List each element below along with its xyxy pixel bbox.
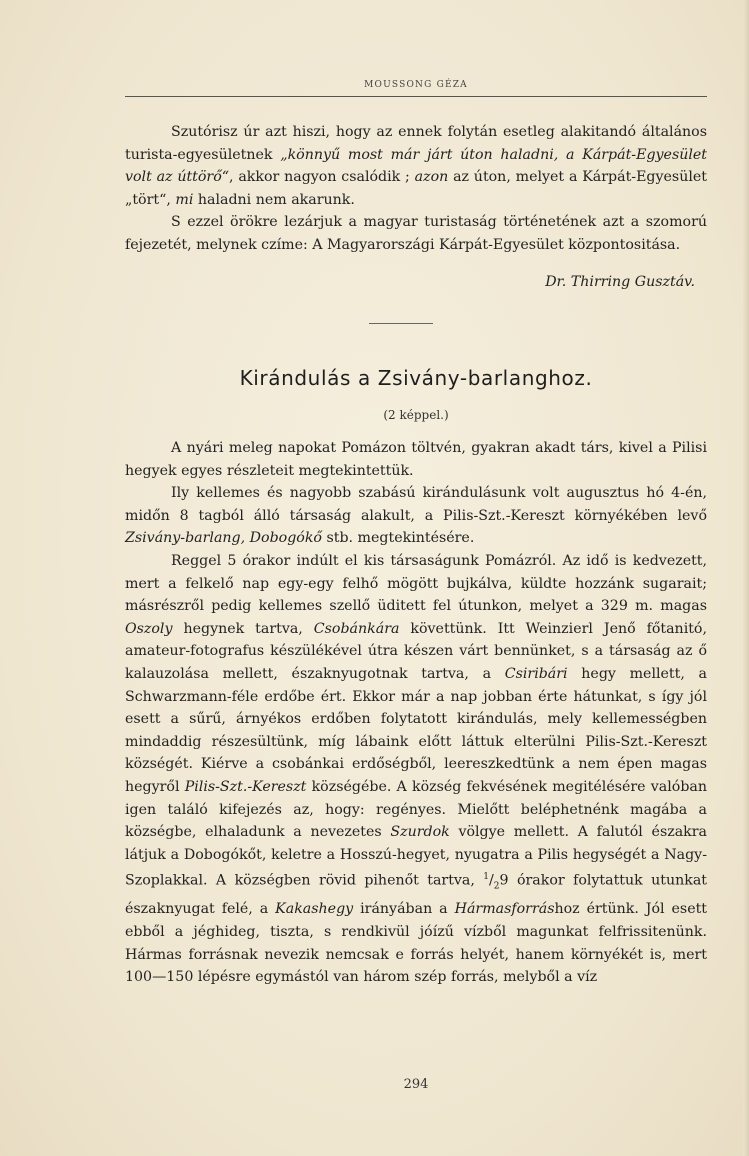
article-title: Kirándulás a Zsivány-barlanghoz. [239, 366, 593, 390]
article-body [125, 437, 707, 989]
article-subtitle: (2 képpel.) [383, 408, 449, 422]
paragraph: Ily kellemes és nagyobb szabású kirándulásunk volt augusztus hó 4-én, midőn 8 tagból álló társaság alakult, a Pilis-Szt.-Kereszt környékében levő Zsivány-barlang, Dobogókő stb. megtekintésére. [125, 485, 707, 547]
paragraph: S ezzel örökre lezárjuk a magyar turistaság történetének azt a szomorú fejezetét, melynek czíme: A Magyarországi Kárpát-Egyesület központositása. [125, 214, 707, 253]
paragraph: Reggel 5 órakor indúlt el kis társaságunk Pomázról. Az idő is kedvezett, mert a felkelő nap egy-egy felhő mögött bujkálva, küldte hozzánk sugarait; másrészről pedig kellemes szellő üditett fel útunkon, melyet a 329 m. magas Oszoly hegynek tartva, Csobánkára követtünk. Itt Weinzierl Jenő főtanitó, amateur-fotografus készülékével útra készen várt bennünket, s a társaság az ő kalauzolása mellett, északnyugotnak tartva, a Csiribári hegy mellett, a Schwarzmann-féle erdőbe ért. Ekkor már a nap jobban érte hátunkat, s így jól esett a sűrű, árnyékos erdőben folytatott kirándulás, mely kellemességben mindaddig részesültünk, míg lábaink előtt láttuk elterülni Pilis-Szt.-Kereszt községét. Kiérve a csobánkai erdőségből, leereszkedtünk a nem épen magas hegyről Pilis-Szt.-Kereszt községébe. A község fekvésének megitélésére valóban igen találó kifejezés az, hogy: regényes. Mielőtt beléphetnénk magába a községbe, elhaladunk a nevezetes Szurdok völgye mellett. A falutól északra látjuk a Dobogókőt, keletre a Hosszú-hegyet, nyugatra a Pilis hegységét a Nagy-Szoplakkal. A községben rövid pihenőt tartva, $^1/_29$ órakor folytattuk utunkat északnyugat felé, a Kakashegy irányában a Hármasforráshoz értünk. Jól esett ebből a jéghideg, tiszta, s rendkivül jóízű vízből magunkat felfrissitenünk. Hármas forrásnak nevezik nemcsak e forrás helyét, hanem környékét is, mert 100—150 lépésre egymástól van három szép forrás, melyből a víz [125, 552, 707, 986]
section-divider [369, 323, 433, 324]
paragraph: Szutórisz úr azt hiszi, hogy az ennek folytán esetleg alakitandó általános turista-egyesületnek „könnyű most már járt úton haladni, a Kárpát-Egyesület volt az úttörő“, akkor nagyon csalódik ; azon az úton, melyet a Kárpát-Egyesület „tört“, mi haladni nem akarunk. [125, 124, 707, 208]
signature: Dr. Thirring Gusztáv. [545, 274, 695, 290]
header-rule [125, 96, 707, 97]
running-head: MOUSSONG GÉZA [364, 80, 468, 90]
paragraph: A nyári meleg napokat Pomázon töltvén, gyakran akadt társ, kivel a Pilisi hegyek egyes részleteit megtekintettük. [125, 440, 707, 479]
page-number: 294 [403, 1077, 429, 1092]
page-edge [743, 0, 749, 1156]
previous-article-ending [125, 121, 707, 257]
